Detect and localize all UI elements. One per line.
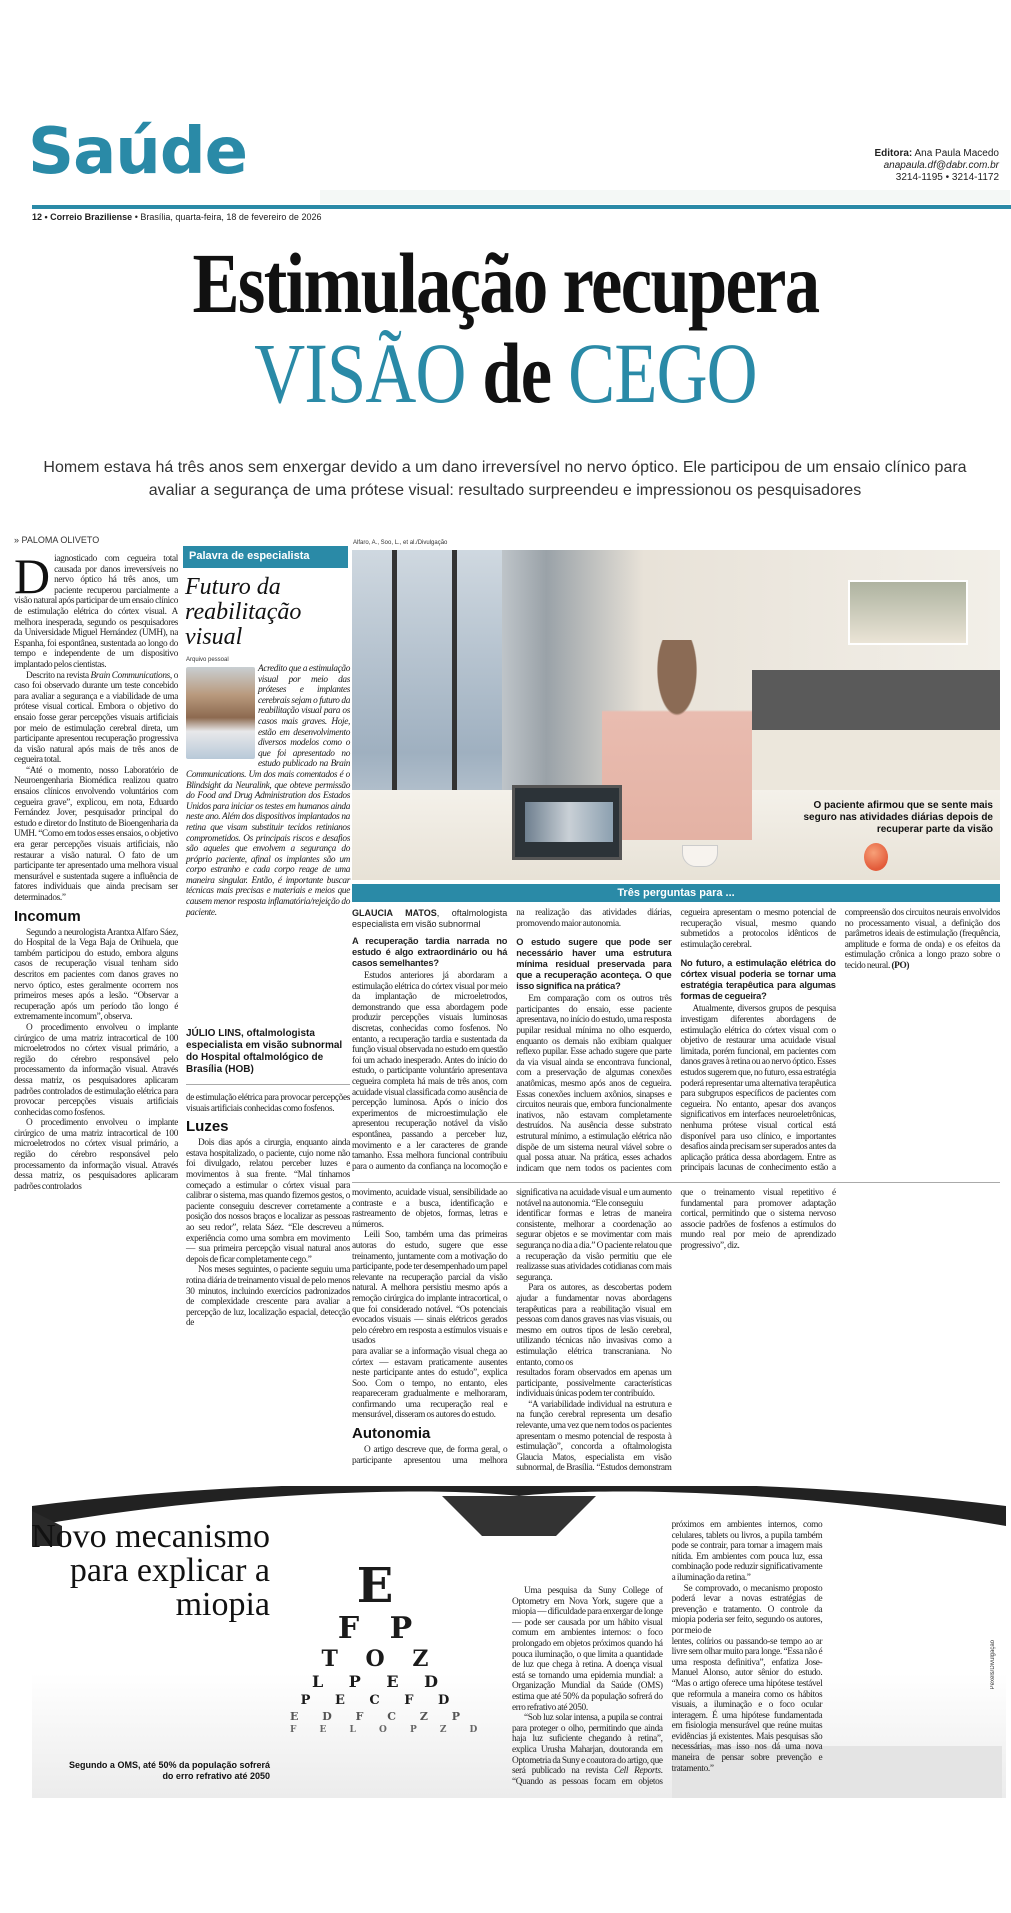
eye-chart-row: F E L O P Z D (290, 1725, 488, 1735)
paragraph-3: “Até o momento, nosso Laboratório de Neuroengenharia Biomédica realizou quatro ensaios clínicos envolvendo voluntários com cegueira grave”, explicou, em nota, Eduardo Fernández Jover, pesquisador principal do estudo e diretor do Instituto de Bioengenharia da UMH. “Como em todos esses ensaios, o objetivo era gerar percepções visuais artificiais, não restaurar a visão natural. O fato de um participante ter apresentado uma melhora visual mensurável e sustentada sugere a influência de fatores individuais que ainda precisam ser determinados.” (14, 765, 178, 903)
divider (186, 1084, 350, 1085)
subtitle-autonomia: Autonomia (352, 1425, 431, 1443)
paragraph-1 (14, 554, 178, 671)
masthead-rule (32, 205, 1011, 209)
answer-3-text: Atualmente, diversos grupos de pesquisa investigam diferentes abordagens de estimulação elétrica do córtex visual com o objetivo de restaurar uma acuidade visual limitada, porém funcional, em pacientes com danos graves à retina ou ao nervo óptico. Esses estudos sugerem que, no futuro, essa estratégia poderá representar uma alternativa terapêutica para subgrupos específicos de pacientes com cegueira. No entanto, apesar dos avanços significativos em interfaces neuroeletrônicas, nenhuma prótese visual cortical está disponível para uso clínico, e importantes desafios ainda precisam ser superados antes da aplicação prática dessa abordagem. Entre as principais lacunas de conhecimento estão a compreensão dos circuitos neurais envolvidos no processamento visual, a definição dos parâmetros ideais de estimulação (frequência, amplitude e forma de onda) e os efeitos da estimulação crônica a longo prazo sobre o tecido neural. (680, 908, 1000, 1174)
folio-date: • Brasília, quarta-feira, 18 de fevereiro de 2026 (132, 212, 322, 222)
myopia-p2-b: . “Quando as pessoas focam em objetos próximos em ambientes internos, como celulares, tablets ou livros, a pupila também pode se contrair, para tornar a imagem mais nítida. Em ambientes com pouca luz, essa combinação pode reduzir significativamente a iluminação da retina.” (512, 1520, 823, 1787)
photo-laptop-screen (525, 802, 613, 842)
article-column-2 (186, 1093, 350, 1329)
p2-a: Descrito na revista (26, 670, 91, 681)
editor-label: Editora: (874, 148, 913, 159)
p2-b: , o caso foi observado durante um teste concebido para avaliar a segurança e a viabilidade de uma prótese visual cortical. Embora o objetivo do ensaio fosse gerar percepções visuais artificiais por meio de estimulação cerebral direta, um participante apresentou recuperação progressiva da visão natural após mais de três anos de cegueira total. (14, 670, 178, 766)
journal-name: Brain Communications (90, 670, 170, 681)
myopia-paragraph-4: lentes, colírios ou passando-se tempo ao ar livre sem olhar muito para longe. “Essa não é uma resposta definitiva”, enfatiza Jose-Manuel Alonso, autor sênior do estudo. “Mas o artigo oferece uma hipótese testável que reformula a maneira como os hábitos visuais, a iluminação e o foco ocular interagem. É uma hipótese fundamentada em fisiologia mensurável que reúne muitas evidências já existentes. Mais pesquisas são necessárias, mas isso nos dá uma nova maneira de pensar sobre prevenção e tratamento.” (671, 1636, 823, 1774)
author-initials: (PO) (891, 960, 910, 971)
eye-chart-row: E (356, 1558, 404, 1614)
paragraph-7: Dois dias após a cirurgia, enquanto ainda estava hospitalizado, o paciente, cujo nome não foi divulgado, relatou perceber luzes e movimentos à sua frente. “Mal tínhamos começado a estimular o córtex visual para calibrar o sistema, mas quando fizemos gestos, o paciente conseguiu descrever corretamente a posição dos nossos braços e localizar as pessoas ao seu redor”, relata Sáez. “Ele descreveu a experiência como uma sombra em movimento — sua primeira percepção visual natural anos depois de ficar completamente cego.” (186, 1138, 350, 1265)
question-3: No futuro, a estimulação elétrica do córtex visual poderia se tornar uma estratégia terapêutica para algumas formas de cegueira? (680, 958, 836, 1002)
paragraph-13: identificar formas e letras de maneira consistente, melhorar a coordenação ao segurar objetos e se movimentar com mais segurança no dia a dia.” O paciente relatou que a recuperação da visão permitiu que ele realizasse suas atividades cotidianas com mais segurança. (516, 1209, 672, 1283)
article-column-1 (14, 554, 178, 1479)
editor-name: Ana Paula Macedo (914, 148, 999, 159)
folio-page: 12 • Correio Braziliense (32, 212, 133, 222)
paragraph-15: resultados foram observados em apenas um participante, possivelmente características individuais únicas podem ter contribuído. (516, 1368, 672, 1400)
photo-caption: O paciente afirmou que se sente mais seguro nas atividades diárias depois de recuperar parte da visão (803, 800, 993, 835)
expert-photo-credit: Arquivo pessoal (186, 657, 229, 663)
headline-cego: CEGO (568, 325, 757, 421)
paragraph-9: movimento, acuidade visual, sensibilidade ao contraste e a busca, identificação e rastreamento de objetos, formas, letras e números. (352, 1188, 508, 1230)
eye-chart-row: L P E D (311, 1672, 449, 1691)
three-questions-body (352, 908, 1000, 1180)
section-title: Saúde (28, 115, 248, 189)
headline-de: de (482, 325, 552, 421)
main-photo-credit: Alfaro, A., Soo, L., et al./Divulgação (353, 540, 448, 546)
headline-visao: VISÃO (254, 325, 466, 421)
myopia-paragraph-3: Se comprovado, o mecanismo proposto poderá levar a novas estratégias de prevenção e tratamento. O controle da miopia poderia ser feito, segundo os autores, por meio de (671, 1583, 823, 1636)
dropcap: D (14, 554, 51, 604)
paragraph-10: Leili Soo, também uma das primeiras autoras do estudo, sugere que esse treinamento, juntamente com a motivação do participante, pode ter desempenhado um papel relevante na recuperação parcial da visão natural. A melhora persistiu mesmo após a remoção cirúrgica do implante intracortical, o que foi considerado notável. “Os potenciais evocados visuais — sinais elétricos gerados pelo cérebro em resposta a estímulos visuais e usados (352, 1230, 508, 1347)
eye-chart-row: P E C F D (300, 1693, 460, 1708)
editor-email[interactable]: anapaula.df@dabr.com.br (883, 160, 999, 171)
interviewee-name: GLAUCIA MATOS (352, 908, 437, 918)
subheadline: Homem estava há três anos sem enxergar devido a um dano irreversível no nervo óptico. Ele participou de um ensaio clínico para avaliar a segurança de uma prótese visual: resultado surpreendeu e impressionou os pesquisadores (43, 459, 967, 499)
article-lower-columns (352, 1188, 1000, 1478)
eye-chart-row: T O Z (321, 1646, 439, 1672)
expert-photo (186, 667, 255, 759)
myopia-column-spacer (512, 1520, 663, 1586)
expert-tag: Palavra de especialista (183, 546, 348, 568)
editor-info (874, 148, 999, 184)
paragraph-1-text: iagnosticado com cegueira total causada por danos irreversíveis no nervo óptico há três anos, um paciente recuperou parcialmente a visão natural após participar de um ensaio clínico de estimulação elétrica do córtex visual. A melhora inesperada, segundo os pesquisadores da Universidade Miguel Hernández (UMH), na Espanha, foi espontânea, sustentada ao longo do tempo e independente de um dispositivo implantado pelos cientistas. (14, 554, 178, 670)
subtitle-luzes: Luzes (186, 1118, 229, 1136)
photo-cup (682, 845, 718, 867)
myopia-columns (512, 1520, 982, 1790)
answer-2: Em comparação com os outros três participantes do ensaio, esse paciente apresentava, no início do estudo, uma resposta pupilar residual mínima no olho esquerdo, enquanto os demais não exibiam qualquer reflexo pupilar. Esse achado sugere que parte da via visual ainda se encontrava funcional, com a preservação de algumas conexões anatômicas, mesmo após anos de cegueira. Essas conexões incluem axônios, sinapses e circuitos neurais que, embora funcionalmente inativos, não estavam completamente destruídos. Na ausência desse substrato estrutural mínimo, a estimulação elétrica não dispõe de um sistema neural viável sobre o qual possa atuar. Na prática, esses achados indicam que nem todos os pacientes com cegueira apresentam o mesmo potencial de recuperação visual, mesmo quando submetidos a protocolos idênticos de estimulação cerebral. (516, 908, 836, 1174)
interviewee (352, 908, 507, 930)
folio (32, 212, 321, 222)
eye-chart (290, 1558, 488, 1790)
expert-title: Futuro da reabilitação visual (185, 574, 302, 650)
question-2: O estudo sugere que pode ser necessário haver uma estrutura mínima residual preservada para que a recuperação aconteça. O que isso significa na prática? (516, 937, 672, 992)
eye-chart-row: E D F C Z P (290, 1710, 470, 1723)
myopia-p2-a: “Sob luz solar intensa, a pupila se contrai para proteger o olho, permitindo que ainda haja luz suficiente chegando à retina”, explica Urusha Maharjan, doutoranda em Optometria da Suny e coautora do artigo, que será publicado na revista (512, 1713, 663, 1777)
eye-chart-row: F P (337, 1611, 423, 1646)
expert-quote: Acredito que a estimulação visual por meio das próteses e implantes cerebrais sejam o futuro da reabilitação visual para os casos mais graves. Hoje, estão em desenvolvimento diversos modelos como o que foi apresentado no estudo publicado na Brain Communications. Um dos mais comentados é o Blindsight da Neuralink, que obteve permissão do Food and Drug Administration dos Estados Unidos para iniciar os testes em humanos ainda neste ano. Além dos dispositivos implantados na retina que visam substituir tecidos retinianos comprometidos. Os principais riscos e desafios são aqueles que envolvem a segurança do próprio paciente, afinal os implantes são um corpo estranho e cada corpo reage de uma maneira singular. Então, é importante buscar técnicas mais precisas e materiais e meios que causem menor resposta inflamatória/rejeição do paciente. (186, 664, 350, 918)
paragraph-14: Para os autores, as descobertas podem ajudar a fundamentar novas abordagens terapêuticas para a reabilitação visual em pessoas com danos graves nas vias visuais, ou mesmo em outros tipos de lesão cerebral, utilizando técnicas não invasivas como a estimulação elétrica transcraniana. No entanto, como os (516, 1283, 672, 1368)
expert-signature: JÚLIO LINS, oftalmologista especialista em visão subnormal do Hospital oftalmológico de Brasília (HOB) (186, 1028, 343, 1075)
interviewee-role: , oftalmologista especialista em visão subnormal (352, 908, 508, 929)
editor-line (874, 148, 999, 160)
paragraph-8: Nos meses seguintes, o paciente seguiu uma rotina diária de treinamento visual de pelo menos 30 minutos, incluindo exercícios padronizados de complexidade crescente para avaliar a percepção de luz, localização espacial, detecção de (186, 1265, 350, 1329)
paragraph-4: Segundo a neurologista Arantxa Alfaro Sáez, do Hospital de la Vega Baja de Orihuela, que também participou do estudo, embora alguns casos de recuperação visual tenham sido descritos em pacientes com danos graves no nervo óptico, estes geralmente ocorrem nos primeiros meses após a lesão. “Observar a recuperação após um período tão longo é extremamente incomum”, observa. (14, 927, 178, 1023)
divider (352, 1182, 1000, 1183)
myopia-paragraph-1: Uma pesquisa da Suny College of Optometry em Nova York, sugere que a miopia — dificuldade para enxergar de longe — pode ser causada por um hábito visual comum em ambientes internos: o foco prolongado em objetos próximos quando há pouca iluminação, o que limita a quantidade de luz que chega à retina. A doença visual está se tornando uma epidemia mundial: a Organização Mundial da Saúde (OMS) estima que até 50% da população sofrerá do erro refrativo até 2050. (512, 1586, 663, 1713)
subtitle-incomum: Incomum (14, 907, 81, 925)
paragraph-12: O artigo descreve que, de forma geral, o participante apresentou uma melhora significativa na acuidade visual e um aumento notável na autonomia. “Ele conseguiu (352, 1188, 672, 1466)
paragraph-16: “A variabilidade individual na estrutura e na função cerebral representa um desafio relevante, uma vez que nem todos os pacientes apresentam o mesmo potencial de resposta à estimulação”, concorda a oftalmologista Glaucia Matos, especialista em visão subnormal, de Brasília. “Estudos demonstram que o treinamento visual repetitivo é fundamental para promover adaptação cortical, permitindo que o sistema nervoso associe padrões de fosfenos a estímulos do mundo real por meio de aprendizado progressivo”, diz. (516, 1188, 836, 1474)
paragraph-2 (14, 671, 178, 766)
photo-apple (864, 843, 888, 871)
paragraph-6-continued: de estimulação elétrica para provocar percepções visuais artificiais conhecidas como fosfenos. (186, 1093, 350, 1114)
headline-line2 (91, 325, 920, 421)
question-1: A recuperação tardia narrada no estudo é algo extraordinário ou há casos semelhantes? (352, 936, 508, 968)
photo-back-counter (752, 670, 1000, 730)
three-questions-header: Três perguntas para ... (352, 884, 1000, 902)
myopia-journal: Cell Reports (613, 1766, 661, 1777)
paragraph-11: para avaliar se a informação visual chega ao córtex — estavam praticamente ausentes neste participante antes do estudo”, explica Soo. Com o tempo, no entanto, eles reapareceram gradualmente e melhoraram, confirmando uma recuperação real e mensurável, disseram os autores do estudo. (352, 1346, 508, 1421)
photo-patient (602, 640, 752, 840)
myopia-title: Novo mecanismo para explicar a miopia (31, 1518, 270, 1623)
myopia-photo-credit: Pexels/Divulgação (990, 1640, 996, 1690)
myopia-caption: Segundo a OMS, até 50% da população sofrerá do erro refrativo até 2050 (68, 1760, 270, 1781)
expert-column-lower (186, 1028, 350, 1329)
editor-phones: 3214-1195 • 3214-1172 (895, 172, 999, 183)
masthead-band (320, 190, 1010, 204)
photo-laptop (512, 785, 622, 860)
headline-line1: Estimulação recupera (192, 235, 819, 331)
byline: » PALOMA OLIVETO (14, 535, 100, 545)
answer-1: Estudos anteriores já abordaram a estimulação elétrica do córtex visual por meio da implantação de microeletrodos, demonstrando que essa abordagem pode produzir percepções visuais luminosas discretas, conhecidas como fosfenos. No entanto, a recuperação tardia e sustentada da função visual observada no estudo em questão foi um achado inesperado. Antes do início do estudo, o participante voluntário apresentava cegueira completa há mais de três anos, com acuidade visual classificada como ausência de percepção luminosa. Após o início dos experimentos de microestimulação ele apresentou recuperação notável da visão espontânea, passando a perceber luz, movimento e a ler caracteres de grande tamanho. Essa melhora funcional contribuiu para o aumento da confiança na locomoção e na realização das atividades diárias, promovendo maior autonomia. (352, 908, 672, 1172)
photo-inset (848, 580, 968, 645)
photo-cabinet (752, 730, 1000, 790)
paragraph-5: O procedimento envolveu o implante cirúrgico de uma matriz intracortical de 100 microeletrodos no córtex visual primário, a região do cérebro responsável pelo processamento da informação visual. Através dessa matriz, os pesquisadores aplicaram padrões controlados de estimulação elétrica para provocar percepções visuais artificiais conhecidas como fosfenos. (14, 1022, 178, 1118)
paragraph-6: O procedimento envolveu o implante cirúrgico de uma matriz intracortical de 100 microeletrodos no córtex visual primário, a região do cérebro responsável pelo processamento da informação visual. Através dessa matriz, os pesquisadores aplicaram padrões controlados (14, 1118, 178, 1192)
